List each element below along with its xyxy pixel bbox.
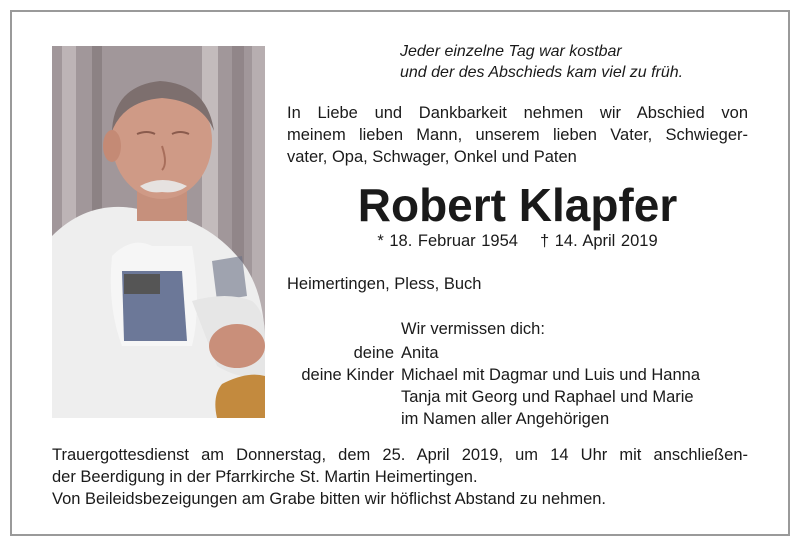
mourner-label: deine Kinder <box>301 366 394 384</box>
quote-line: Jeder einzelne Tag war kostbar <box>400 43 622 60</box>
mourner-names: Tanja mit Georg und Raphael und Marie <box>401 388 694 406</box>
mourner-row <box>284 364 754 386</box>
death-date: † 14. April 2019 <box>539 232 658 250</box>
service-line: Trauergottesdienst am Donnerstag, dem 25. April 2019, um 14 Uhr mit anschließen- <box>52 446 748 464</box>
life-dates <box>287 230 748 252</box>
mourner-row <box>284 342 754 364</box>
birth-date: * 18. Februar 1954 <box>377 232 518 250</box>
intro-line: meinem lieben Mann, unserem lieben Vater, Schwieger- <box>287 126 748 144</box>
quote-block <box>400 41 760 83</box>
mourner-row <box>284 408 754 430</box>
portrait-photo <box>52 46 265 418</box>
service-line: der Beerdigung in der Pfarrkirche St. Martin Heimertingen. <box>52 468 478 486</box>
quote-line: und der des Abschieds kam viel zu früh. <box>400 64 684 81</box>
mourner-names: Michael mit Dagmar und Luis und Hanna <box>401 366 700 384</box>
mourner-names: Anita <box>401 344 439 362</box>
places: Heimertingen, Pless, Buch <box>287 275 482 293</box>
mourner-label <box>284 386 401 408</box>
condolence-note: Von Beileidsbezeigungen am Grabe bitten wir höflichst Abstand zu nehmen. <box>52 490 607 508</box>
intro-line: In Liebe und Dankbarkeit nehmen wir Abschied von <box>287 104 748 122</box>
mourners-list <box>284 342 754 430</box>
mourner-label: deine <box>353 344 394 362</box>
intro-text <box>287 102 748 168</box>
mourner-row <box>284 386 754 408</box>
mourner-label <box>284 408 401 430</box>
intro-line: vater, Opa, Schwager, Onkel und Paten <box>287 148 577 166</box>
service-info <box>52 444 748 510</box>
deceased-name: Robert Klapfer <box>357 179 678 231</box>
mourners-heading: Wir vermissen dich: <box>401 320 545 338</box>
mourner-names: im Namen aller Angehörigen <box>401 410 610 428</box>
